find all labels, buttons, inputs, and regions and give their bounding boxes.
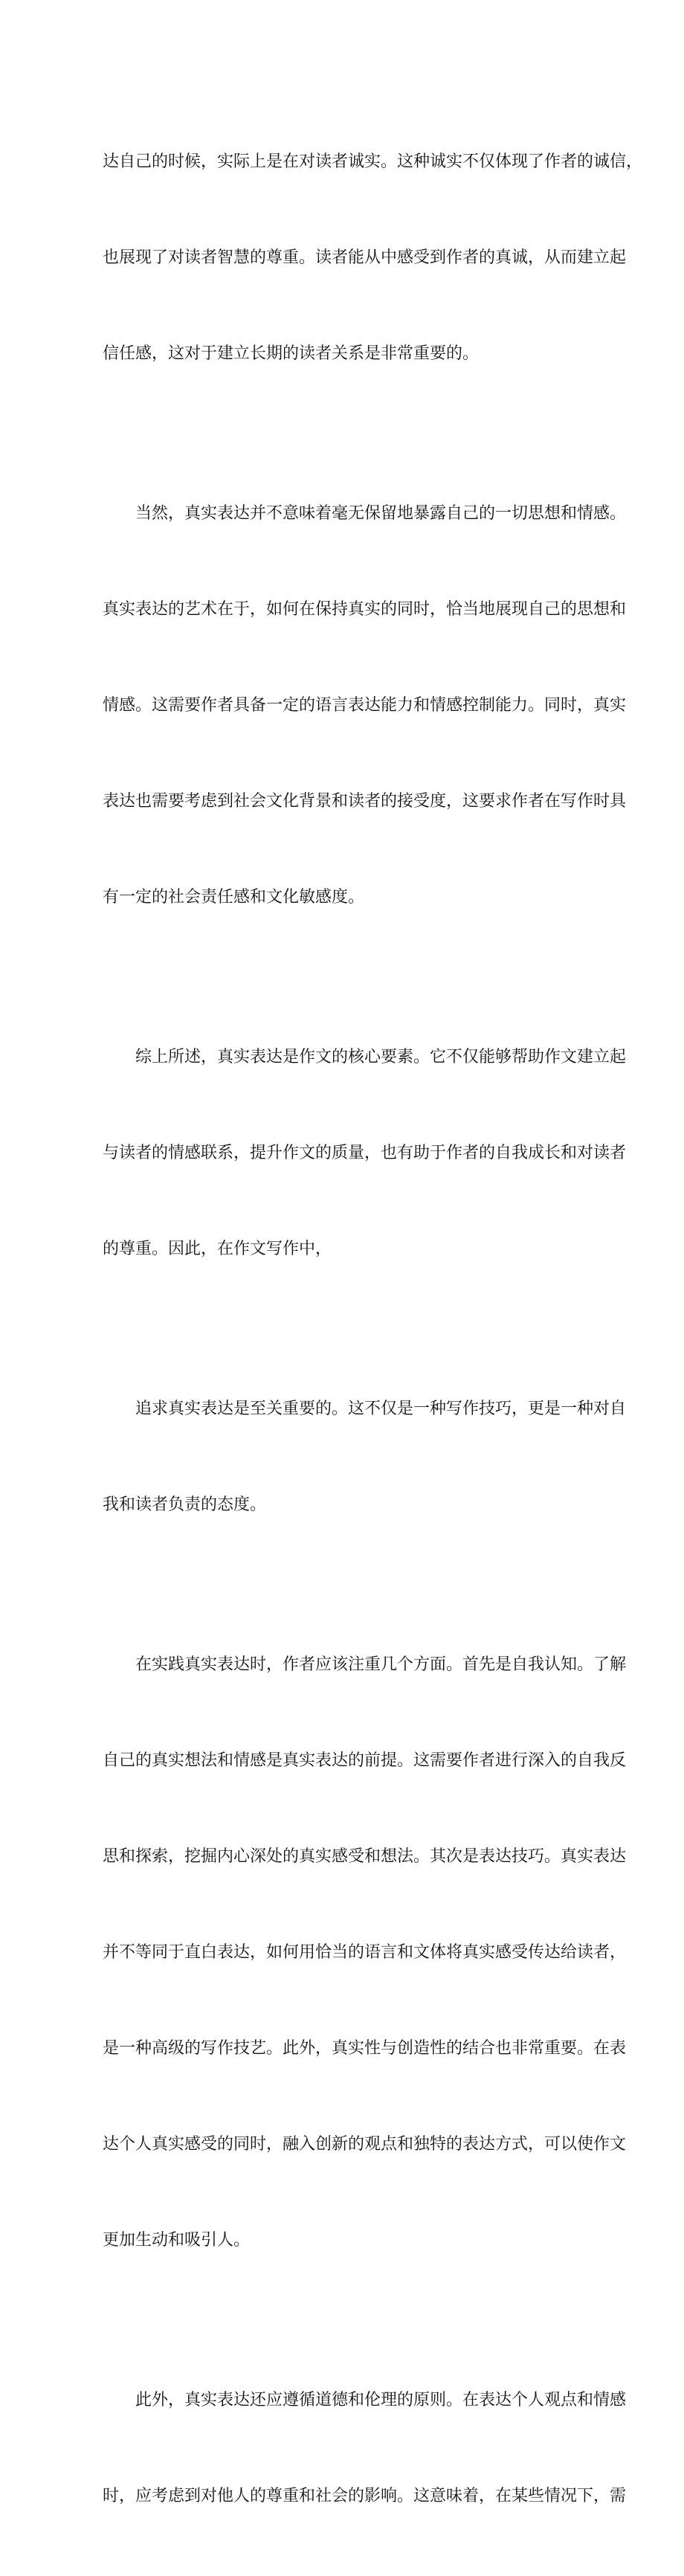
text-line: 更加生动和吸引人。 [103,2231,251,2250]
paragraph-4 [103,1329,627,1585]
text-line: 的尊重。因此，在作文写作中， [103,1240,332,1258]
text-line: 追求真实表达是至关重要的。这不仅是一种写作技巧，更是一种对自 [103,1400,627,1418]
text-line: 此外，真实表达还应遵循道德和伦理的原则。在表达个人观点和情感 [103,2391,627,2409]
text-line: 思和探索，挖掘内心深处的真实感受和想法。其次是表达技巧。真实表达 [103,1847,627,1866]
text-line: 表达也需要考虑到社会文化背景和读者的接受度，这要求作者在写作时具 [103,792,627,811]
paragraph-5 [103,1585,627,2320]
text-line: 有一定的社会责任感和文化敏感度。 [103,888,365,907]
text-line: 与读者的情感联系，提升作文的质量，也有助于作者的自我成长和对读者 [103,1144,627,1162]
paragraph-6 [103,2320,627,2576]
text-line: 我和读者负责的态度。 [103,1495,267,1514]
text-line: 并不等同于直白表达，如何用恰当的语言和文体将真实感受传达给读者， [103,1943,627,1962]
paragraph-2 [103,434,627,977]
text-line: 真实表达的艺术在于，如何在保持真实的同时，恰当地展现自己的思想和 [103,600,627,619]
text-line: 信任感，这对于建立长期的读者关系是非常重要的。 [103,344,480,363]
text-line: 情感。这需要作者具备一定的语言表达能力和情感控制能力。同时，真实 [103,696,627,715]
text-line: 综上所述，真实表达是作文的核心要素。它不仅能够帮助作文建立起 [103,1048,627,1066]
text-line: 当然，真实表达并不意味着毫无保留地暴露自己的一切思想和情感。 [103,504,627,523]
text-line: 自己的真实想法和情感是真实表达的前提。这需要作者进行深入的自我反 [103,1751,627,1770]
text-line: 也展现了对读者智慧的尊重。读者能从中感受到作者的真诚，从而建立起 [103,248,627,267]
text-line: 在实践真实表达时，作者应该注重几个方面。首先是自我认知。了解 [103,1655,627,1674]
text-line: 达自己的时候，实际上是在对读者诚实。这种诚实不仅体现了作者的诚信， [103,152,643,171]
paragraph-3 [103,977,627,1329]
body-text [103,82,643,2576]
text-line: 时，应考虑到对他人的尊重和社会的影响。这意味着，在某些情况下，需 [103,2487,627,2505]
text-line: 达个人真实感受的同时，融入创新的观点和独特的表达方式，可以使作文 [103,2135,627,2154]
text-line: 是一种高级的写作技艺。此外，真实性与创造性的结合也非常重要。在表 [103,2039,627,2058]
paragraph-1 [103,82,643,434]
